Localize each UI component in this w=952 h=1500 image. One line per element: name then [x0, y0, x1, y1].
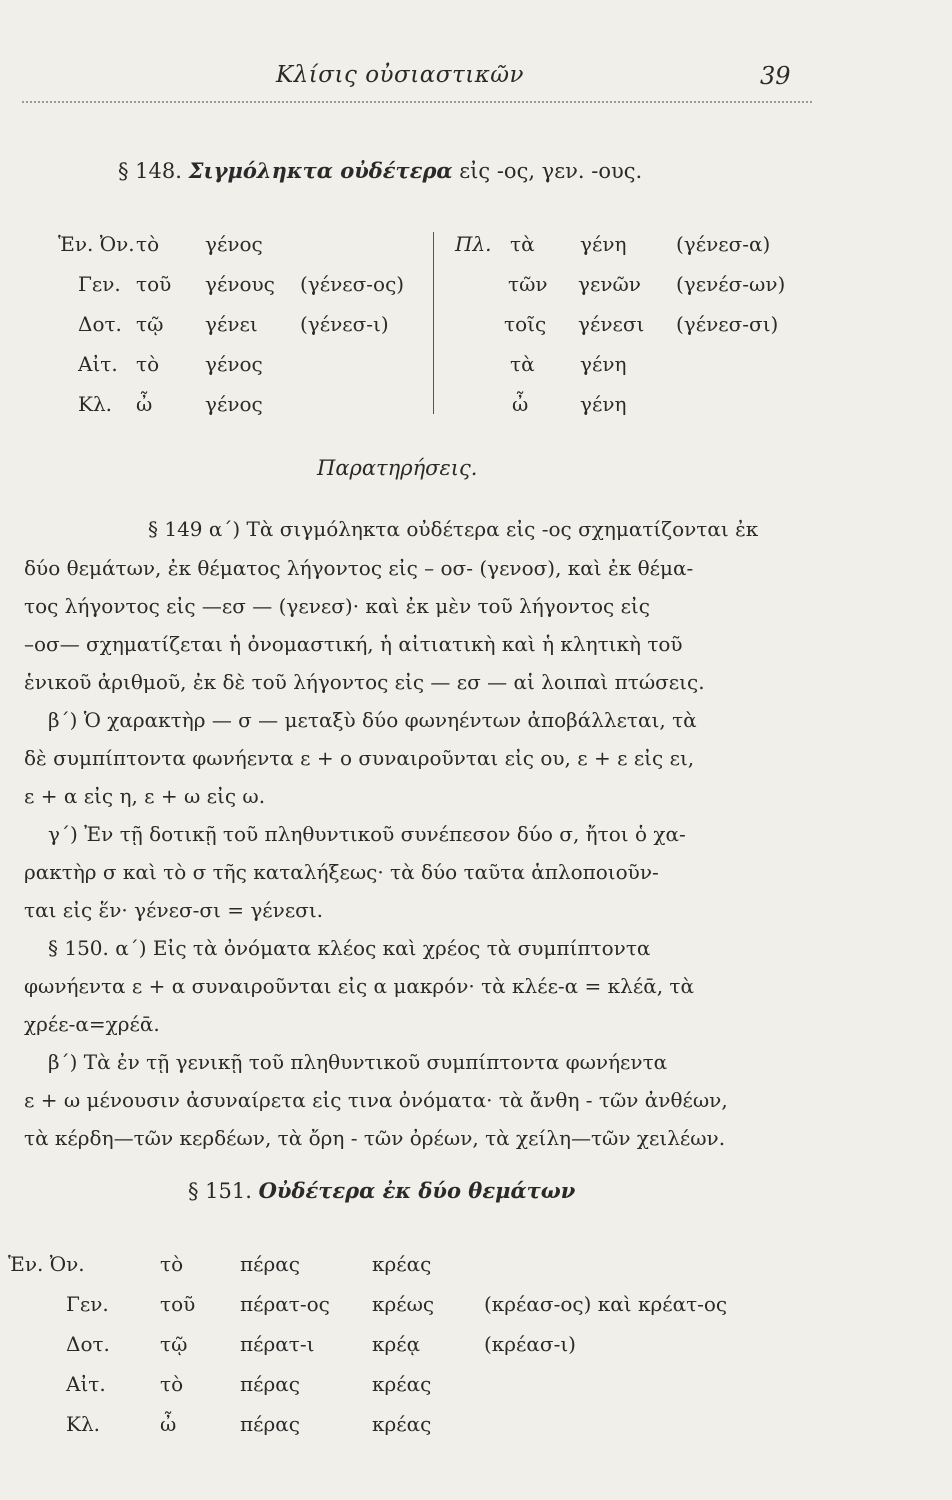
- text-line: β΄) Τὰ ἐν τῇ γενικῇ τοῦ πληθυντικοῦ συμπίπτοντα φωνήεντα: [48, 1050, 668, 1074]
- section-148-title: [118, 158, 642, 183]
- text-line: § 149 α΄) Τὰ σιγμόληκτα οὐδέτερα εἰς -ος σχηματίζονται ἐκ: [148, 517, 759, 541]
- text-line: γ΄) Ἐν τῇ δοτικῇ τοῦ πληθυντικοῦ συνέπεσον δύο σ, ἤτοι ὁ χα-: [48, 822, 686, 846]
- article: τοῖς: [504, 312, 547, 336]
- article: τὸ: [160, 1252, 184, 1276]
- text-line: χρέε-α=χρέᾱ.: [24, 1012, 160, 1036]
- page-number: 39: [760, 62, 791, 90]
- stem-form: (γένεσ-ι): [300, 312, 389, 336]
- observations-heading: Παρατηρήσεις.: [317, 456, 478, 480]
- stem-form: (γένεσ-ος): [300, 272, 405, 296]
- article: τοῦ: [136, 272, 172, 296]
- page-header: [0, 62, 952, 98]
- article: τὸ: [136, 232, 160, 256]
- text-line: δὲ συμπίπτοντα φωνήεντα ε + ο συναιροῦνται εἰς ου, ε + ε εἰς ει,: [24, 746, 695, 770]
- article: τῷ: [136, 312, 164, 336]
- case-label: Γεν.: [66, 1292, 109, 1316]
- section-151-number: § 151.: [188, 1179, 252, 1203]
- noun-form: πέρας: [240, 1252, 300, 1276]
- article: ὦ: [136, 392, 153, 416]
- noun-form: γένη: [580, 392, 627, 416]
- case-label: Δοτ.: [78, 312, 122, 336]
- article: ὦ: [512, 392, 529, 416]
- text-line: τὰ κέρδη—τῶν κερδέων, τὰ ὄρη - τῶν ὀρέων, τὰ χείλη—τῶν χειλέων.: [24, 1126, 726, 1150]
- text-line: τος λήγοντος εἰς —εσ — (γενεσ)· καὶ ἐκ μὲν τοῦ λήγοντος εἰς: [24, 594, 650, 618]
- article: τὸ: [136, 352, 160, 376]
- noun-form: πέρατ-ι: [240, 1332, 315, 1356]
- text-line: § 150. α΄) Εἰς τὰ ὀνόματα κλέος καὶ χρέος τὰ συμπίπτοντα: [48, 936, 651, 960]
- noun-form-2: κρέως: [372, 1292, 435, 1316]
- article: τὸ: [160, 1372, 184, 1396]
- text-line: –οσ— σχηματίζεται ἡ ὀνομαστική, ἡ αἰτιατικὴ καὶ ἡ κλητικὴ τοῦ: [24, 632, 683, 656]
- noun-form: γένος: [205, 392, 263, 416]
- noun-form: γένη: [580, 232, 627, 256]
- section-148-number: § 148.: [118, 159, 182, 183]
- case-label: Αἰτ.: [78, 352, 118, 376]
- article: ὦ: [160, 1412, 177, 1436]
- article: τοῦ: [160, 1292, 196, 1316]
- text-line: ε + α εἰς η, ε + ω εἰς ω.: [24, 784, 266, 808]
- noun-form: πέρατ-ος: [240, 1292, 330, 1316]
- stem-form: (γενέσ-ων): [676, 272, 786, 296]
- text-line: ε + ω μένουσιν ἀσυναίρετα εἰς τινα ὀνόματα· τὰ ἄνθη - τῶν ἀνθέων,: [24, 1088, 728, 1112]
- text-line: ἑνικοῦ ἀριθμοῦ, ἐκ δὲ τοῦ λήγοντος εἰς — εσ — αἱ λοιπαὶ πτώσεις.: [24, 670, 705, 694]
- case-label: Ἑν. Ὀν.: [58, 232, 135, 256]
- section-151-heading: Οὐδέτερα ἐκ δύο θεμάτων: [258, 1178, 576, 1203]
- stem-form: (γένεσ-σι): [676, 312, 779, 336]
- section-148-subtitle: εἰς -ος, γεν. -ους.: [459, 159, 643, 183]
- case-label: Γεν.: [78, 272, 121, 296]
- article: τῷ: [160, 1332, 188, 1356]
- noun-form: πέρας: [240, 1412, 300, 1436]
- case-label: Αἰτ.: [66, 1372, 106, 1396]
- noun-form-2: κρέᾳ: [372, 1332, 421, 1356]
- noun-form: πέρας: [240, 1372, 300, 1396]
- noun-form: γένει: [205, 312, 258, 336]
- noun-form-2: κρέας: [372, 1372, 432, 1396]
- header-rule: [22, 101, 812, 103]
- case-label: Ἑν. Ὀν.: [8, 1252, 85, 1276]
- noun-form: γένος: [205, 232, 263, 256]
- noun-form: γένος: [205, 352, 263, 376]
- text-line: φωνήεντα ε + α συναιροῦνται εἰς α μακρόν· τὰ κλέε-α = κλέᾱ, τὰ: [24, 974, 694, 998]
- stem-form: (κρέασ-ι): [484, 1332, 576, 1356]
- article: τὰ: [510, 352, 535, 376]
- running-title: Κλίσις οὐσιαστικῶν: [276, 62, 525, 88]
- stem-form: (κρέασ-ος) καὶ κρέατ-ος: [484, 1292, 728, 1316]
- case-label: Κλ.: [78, 392, 112, 416]
- number-label: Πλ.: [455, 232, 492, 256]
- section-148-heading: Σιγμόληκτα οὐδέτερα: [188, 158, 453, 183]
- noun-form: γένη: [580, 352, 627, 376]
- noun-form-2: κρέας: [372, 1412, 432, 1436]
- case-label: Δοτ.: [66, 1332, 110, 1356]
- table-divider: [433, 232, 434, 414]
- text-line: ται εἰς ἕν· γένεσ-σι = γένεσι.: [24, 898, 324, 922]
- noun-form: γενῶν: [578, 272, 641, 296]
- text-line: δύο θεμάτων, ἐκ θέματος λήγοντος εἰς – οσ- (γενοσ), καὶ ἐκ θέμα-: [24, 556, 694, 580]
- article: τῶν: [508, 272, 548, 296]
- section-151-title: [188, 1178, 575, 1203]
- case-label: Κλ.: [66, 1412, 100, 1436]
- text-line: β΄) Ὁ χαρακτὴρ — σ — μεταξὺ δύο φωνηέντων ἀποβάλλεται, τὰ: [48, 708, 697, 732]
- text-line: ρακτὴρ σ καὶ τὸ σ τῆς καταλήξεως· τὰ δύο ταῦτα ἁπλοποιοῦν-: [24, 860, 659, 884]
- noun-form: γένεσι: [578, 312, 645, 336]
- noun-form-2: κρέας: [372, 1252, 432, 1276]
- stem-form: (γένεσ-α): [676, 232, 771, 256]
- noun-form: γένους: [205, 272, 275, 296]
- article: τὰ: [510, 232, 535, 256]
